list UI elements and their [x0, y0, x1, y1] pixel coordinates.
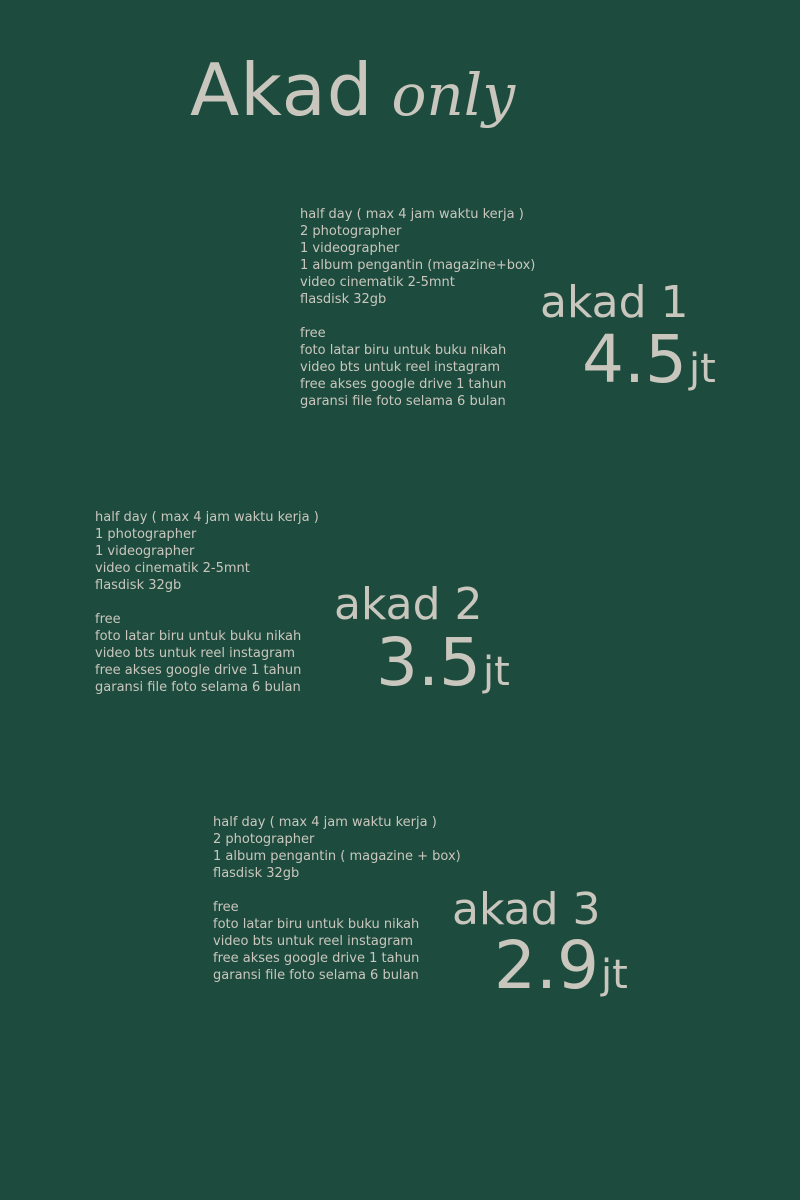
feature-item: video bts untuk reel instagram [95, 646, 296, 661]
feature-item: video bts untuk reel instagram [300, 360, 501, 375]
feature-item: 1 album pengantin (magazine+box) [300, 258, 536, 273]
page-title [190, 48, 515, 132]
feature-item: 1 videographer [95, 544, 195, 559]
feature-item: half day ( max 4 jam waktu kerja ) [300, 207, 524, 222]
package-2-price [376, 624, 510, 701]
package-2-price-unit: jt [482, 649, 510, 695]
feature-item: free akses google drive 1 tahun [95, 663, 302, 678]
package-3-features [213, 814, 461, 984]
package-3-name: akad 3 [452, 884, 601, 935]
feature-spacer [95, 594, 319, 611]
package-2-features [95, 509, 319, 696]
feature-spacer [300, 308, 535, 325]
feature-item: free [95, 612, 121, 627]
page-title-main: Akad [190, 48, 374, 132]
feature-item: garansi file foto selama 6 bulan [95, 680, 301, 695]
feature-item: video bts untuk reel instagram [213, 934, 414, 949]
feature-item: flasdisk 32gb [213, 866, 300, 881]
feature-item: 1 photographer [95, 527, 197, 542]
feature-item: foto latar biru untuk buku nikah [300, 343, 507, 358]
feature-item: 1 album pengantin ( magazine + box) [213, 849, 461, 864]
feature-item: flasdisk 32gb [300, 292, 387, 307]
feature-item: 1 videographer [300, 241, 400, 256]
feature-item: free akses google drive 1 tahun [213, 951, 420, 966]
feature-item: half day ( max 4 jam waktu kerja ) [213, 815, 437, 830]
feature-item: flasdisk 32gb [95, 578, 182, 593]
package-1-price [582, 321, 716, 398]
feature-item: free [213, 900, 239, 915]
feature-item: foto latar biru untuk buku nikah [95, 629, 302, 644]
package-3-price [494, 927, 628, 1004]
feature-item: free [300, 326, 326, 341]
page-title-script: only [391, 61, 516, 129]
feature-spacer [213, 882, 461, 899]
package-3-price-value: 2.9 [494, 927, 599, 1004]
package-1-features [300, 206, 535, 410]
package-1-price-value: 4.5 [582, 321, 687, 398]
package-2-price-value: 3.5 [376, 624, 481, 701]
feature-item: 2 photographer [213, 832, 315, 847]
package-1-price-unit: jt [688, 346, 716, 392]
package-1-name: akad 1 [540, 277, 689, 328]
feature-item: free akses google drive 1 tahun [300, 377, 507, 392]
package-2-name: akad 2 [334, 579, 483, 630]
feature-item: 2 photographer [300, 224, 402, 239]
feature-item: video cinematik 2-5mnt [95, 561, 250, 576]
feature-item: video cinematik 2-5mnt [300, 275, 455, 290]
feature-item: half day ( max 4 jam waktu kerja ) [95, 510, 319, 525]
package-3-price-unit: jt [600, 952, 628, 998]
feature-item: garansi file foto selama 6 bulan [300, 394, 506, 409]
feature-item: garansi file foto selama 6 bulan [213, 968, 419, 983]
feature-item: foto latar biru untuk buku nikah [213, 917, 420, 932]
